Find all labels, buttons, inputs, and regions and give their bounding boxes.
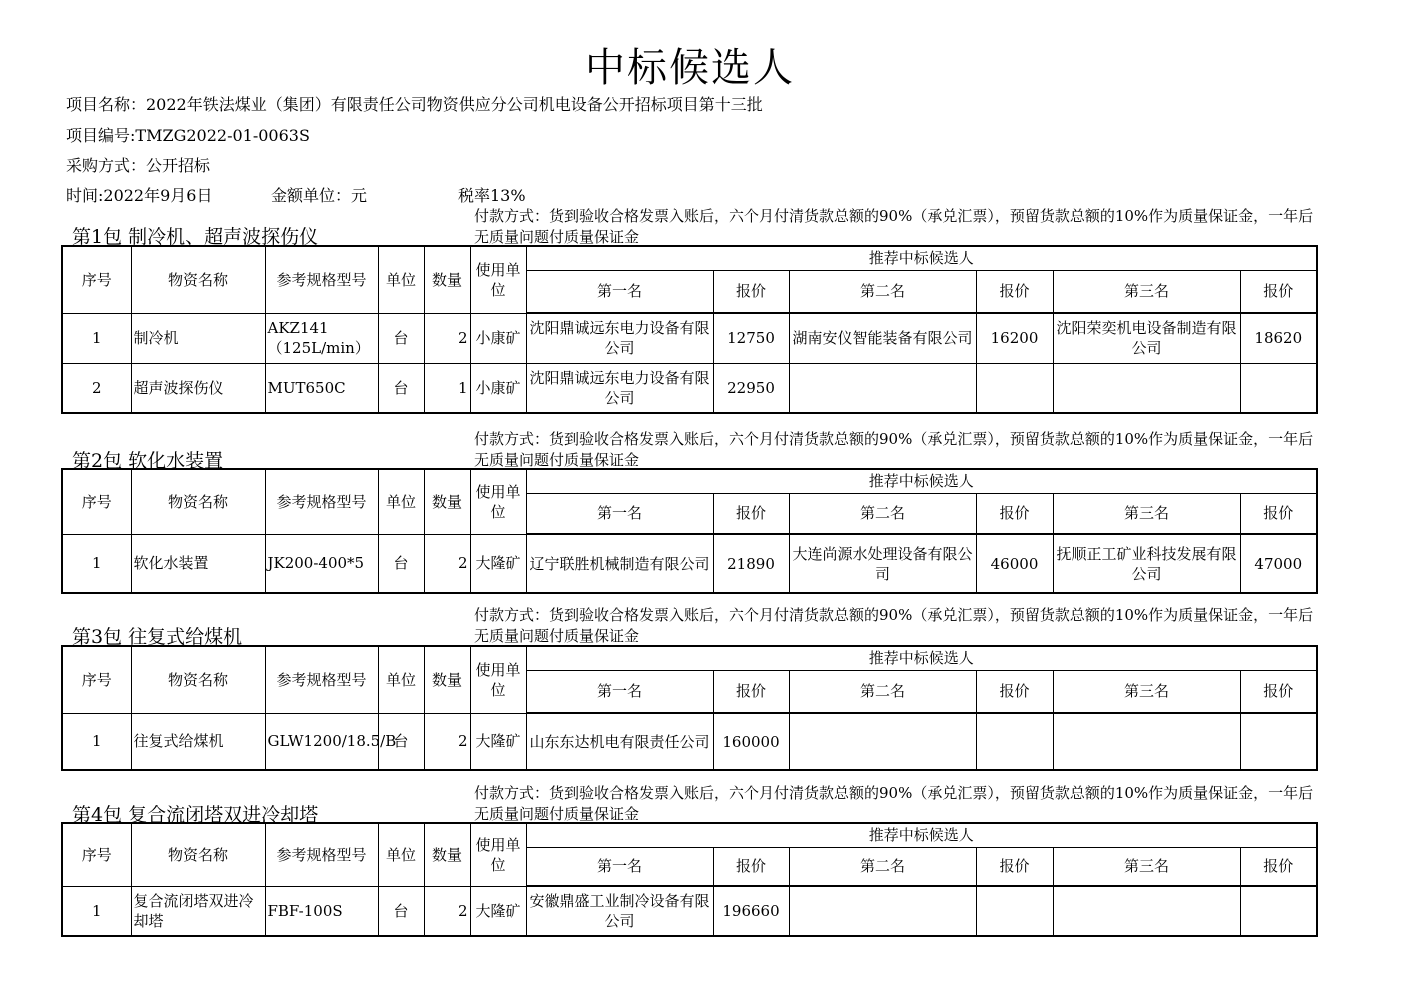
qty-cell: 2 xyxy=(424,713,470,770)
header-recommend: 推荐中标候选人 xyxy=(526,246,1317,270)
header-price: 报价 xyxy=(1240,270,1317,313)
header-third: 第三名 xyxy=(1053,847,1240,886)
name-cell: 复合流闭塔双进冷却塔 xyxy=(131,886,265,936)
header-second: 第二名 xyxy=(789,270,976,313)
header-seq: 序号 xyxy=(62,246,131,313)
header-unit: 单位 xyxy=(378,469,424,534)
amount-unit-text: 金额单位：元 xyxy=(271,186,368,205)
third-price-cell: 18620 xyxy=(1240,313,1317,363)
header-price: 报价 xyxy=(1240,493,1317,534)
header-user: 使用单位 xyxy=(470,246,526,313)
third-company-cell: 沈阳荣奕机电设备制造有限公司 xyxy=(1053,313,1240,363)
name-cell: 超声波探伤仪 xyxy=(131,363,265,413)
header-recommend: 推荐中标候选人 xyxy=(526,823,1317,847)
header-price: 报价 xyxy=(1240,847,1317,886)
header-price: 报价 xyxy=(976,270,1053,313)
header-third: 第三名 xyxy=(1053,670,1240,713)
second-company-cell xyxy=(789,886,976,936)
unit-cell: 台 xyxy=(378,313,424,363)
header-third: 第三名 xyxy=(1053,270,1240,313)
third-company-cell xyxy=(1053,713,1240,770)
header-price: 报价 xyxy=(713,493,789,534)
header-second: 第二名 xyxy=(789,493,976,534)
first-price-cell: 21890 xyxy=(713,534,789,593)
project-name: 项目名称：2022年铁法煤业（集团）有限责任公司物资供应分公司机电设备公开招标项目第十三批 xyxy=(66,95,763,114)
first-price-cell: 22950 xyxy=(713,363,789,413)
header-qty: 数量 xyxy=(424,469,470,534)
first-price-cell: 160000 xyxy=(713,713,789,770)
header-second: 第二名 xyxy=(789,847,976,886)
seq-cell: 1 xyxy=(62,534,131,593)
header-seq: 序号 xyxy=(62,823,131,886)
header-name: 物资名称 xyxy=(131,246,265,313)
header-price: 报价 xyxy=(1240,670,1317,713)
header-price: 报价 xyxy=(713,847,789,886)
third-company-cell: 抚顺正工矿业科技发展有限公司 xyxy=(1053,534,1240,593)
third-price-cell xyxy=(1240,363,1317,413)
header-price: 报价 xyxy=(713,670,789,713)
second-company-cell: 湖南安仪智能装备有限公司 xyxy=(789,313,976,363)
header-seq: 序号 xyxy=(62,469,131,534)
meta-line xyxy=(66,183,526,206)
seq-cell: 2 xyxy=(62,363,131,413)
header-seq: 序号 xyxy=(62,646,131,713)
name-cell: 制冷机 xyxy=(131,313,265,363)
unit-cell: 台 xyxy=(378,886,424,936)
package-title: 第4包 复合流闭塔双进冷却塔 xyxy=(72,804,319,826)
first-company-cell: 沈阳鼎诚远东电力设备有限公司 xyxy=(526,363,713,413)
package-table xyxy=(61,468,1318,594)
spec-cell: FBF-100S xyxy=(265,886,378,936)
header-name: 物资名称 xyxy=(131,823,265,886)
header-first: 第一名 xyxy=(526,670,713,713)
user-cell: 小康矿 xyxy=(470,313,526,363)
package-title: 第2包 软化水装置 xyxy=(72,450,224,472)
second-company-cell xyxy=(789,713,976,770)
second-price-cell: 46000 xyxy=(976,534,1053,593)
first-company-cell: 安徽鼎盛工业制冷设备有限公司 xyxy=(526,886,713,936)
header-recommend: 推荐中标候选人 xyxy=(526,646,1317,670)
third-company-cell xyxy=(1053,363,1240,413)
header-unit: 单位 xyxy=(378,246,424,313)
seq-cell: 1 xyxy=(62,713,131,770)
user-cell: 大隆矿 xyxy=(470,534,526,593)
user-cell: 小康矿 xyxy=(470,363,526,413)
header-unit: 单位 xyxy=(378,646,424,713)
seq-cell: 1 xyxy=(62,313,131,363)
header-spec: 参考规格型号 xyxy=(265,823,378,886)
package-title: 第1包 制冷机、超声波探伤仪 xyxy=(72,226,319,248)
unit-cell: 台 xyxy=(378,713,424,770)
header-price: 报价 xyxy=(713,270,789,313)
second-price-cell xyxy=(976,363,1053,413)
header-name: 物资名称 xyxy=(131,646,265,713)
first-price-cell: 196660 xyxy=(713,886,789,936)
third-price-cell xyxy=(1240,713,1317,770)
second-company-cell: 大连尚源水处理设备有限公司 xyxy=(789,534,976,593)
spec-cell: JK200-400*5 xyxy=(265,534,378,593)
package-table xyxy=(61,645,1318,771)
first-company-cell: 沈阳鼎诚远东电力设备有限公司 xyxy=(526,313,713,363)
payment-terms: 付款方式：货到验收合格发票入账后，六个月付清货款总额的90%（承兑汇票），预留货款总额的10%作为质量保证金，一年后无质量问题付质量保证金 xyxy=(474,430,1314,469)
header-spec: 参考规格型号 xyxy=(265,246,378,313)
tax-rate-text: 税率13% xyxy=(458,186,526,205)
payment-terms: 付款方式：货到验收合格发票入账后，六个月付清货款总额的90%（承兑汇票），预留货款总额的10%作为质量保证金，一年后无质量问题付质量保证金 xyxy=(474,207,1314,246)
header-spec: 参考规格型号 xyxy=(265,469,378,534)
third-company-cell xyxy=(1053,886,1240,936)
header-first: 第一名 xyxy=(526,847,713,886)
header-recommend: 推荐中标候选人 xyxy=(526,469,1317,493)
header-spec: 参考规格型号 xyxy=(265,646,378,713)
page-title: 中标候选人 xyxy=(585,45,795,91)
second-company-cell xyxy=(789,363,976,413)
qty-cell: 1 xyxy=(424,363,470,413)
procurement-method: 采购方式：公开招标 xyxy=(66,156,211,175)
first-company-cell: 辽宁联胜机械制造有限公司 xyxy=(526,534,713,593)
header-user: 使用单位 xyxy=(470,469,526,534)
third-price-cell xyxy=(1240,886,1317,936)
spec-cell: AKZ141（125L/min） xyxy=(265,313,378,363)
unit-cell: 台 xyxy=(378,363,424,413)
package-table xyxy=(61,822,1318,937)
user-cell: 大隆矿 xyxy=(470,886,526,936)
header-third: 第三名 xyxy=(1053,493,1240,534)
first-price-cell: 12750 xyxy=(713,313,789,363)
spec-cell: MUT650C xyxy=(265,363,378,413)
second-price-cell xyxy=(976,886,1053,936)
header-price: 报价 xyxy=(976,847,1053,886)
spec-cell: GLW1200/18.5/B xyxy=(265,713,378,770)
payment-terms: 付款方式：货到验收合格发票入账后，六个月付清货款总额的90%（承兑汇票），预留货款总额的10%作为质量保证金，一年后无质量问题付质量保证金 xyxy=(474,784,1314,823)
table-row xyxy=(62,313,1317,363)
name-cell: 软化水装置 xyxy=(131,534,265,593)
header-qty: 数量 xyxy=(424,246,470,313)
header-first: 第一名 xyxy=(526,270,713,313)
package-title: 第3包 往复式给煤机 xyxy=(72,626,243,648)
header-first: 第一名 xyxy=(526,493,713,534)
table-row xyxy=(62,886,1317,936)
table-row xyxy=(62,363,1317,413)
unit-cell: 台 xyxy=(378,534,424,593)
header-user: 使用单位 xyxy=(470,823,526,886)
qty-cell: 2 xyxy=(424,534,470,593)
seq-cell: 1 xyxy=(62,886,131,936)
header-qty: 数量 xyxy=(424,823,470,886)
table-row xyxy=(62,713,1317,770)
header-price: 报价 xyxy=(976,670,1053,713)
third-price-cell: 47000 xyxy=(1240,534,1317,593)
header-unit: 单位 xyxy=(378,823,424,886)
qty-cell: 2 xyxy=(424,313,470,363)
package-table xyxy=(61,245,1318,414)
qty-cell: 2 xyxy=(424,886,470,936)
user-cell: 大隆矿 xyxy=(470,713,526,770)
second-price-cell xyxy=(976,713,1053,770)
header-name: 物资名称 xyxy=(131,469,265,534)
header-second: 第二名 xyxy=(789,670,976,713)
project-number: 项目编号:TMZG2022-01-0063S xyxy=(66,126,310,145)
date-text: 时间:2022年9月6日 xyxy=(66,186,213,205)
header-user: 使用单位 xyxy=(470,646,526,713)
second-price-cell: 16200 xyxy=(976,313,1053,363)
first-company-cell: 山东东达机电有限责任公司 xyxy=(526,713,713,770)
name-cell: 往复式给煤机 xyxy=(131,713,265,770)
header-price: 报价 xyxy=(976,493,1053,534)
payment-terms: 付款方式：货到验收合格发票入账后，六个月付清货款总额的90%（承兑汇票），预留货款总额的10%作为质量保证金，一年后无质量问题付质量保证金 xyxy=(474,606,1314,645)
header-qty: 数量 xyxy=(424,646,470,713)
table-row xyxy=(62,534,1317,593)
